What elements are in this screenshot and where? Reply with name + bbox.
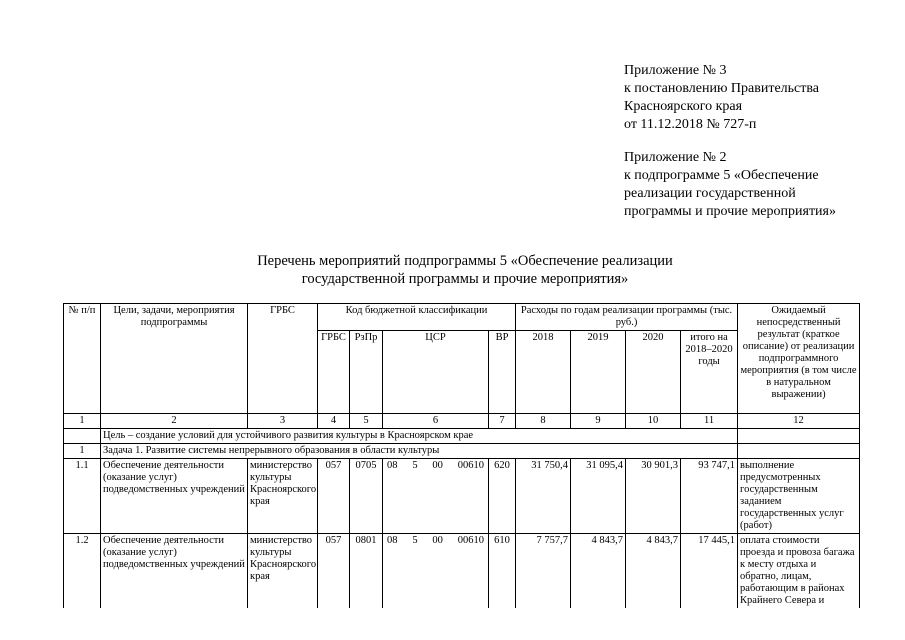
col-number: 5 — [350, 414, 383, 429]
activities-table — [63, 303, 860, 608]
task-row — [64, 444, 860, 459]
appendix-2-block — [624, 149, 836, 221]
header-2020: 2020 — [626, 331, 681, 414]
goal-text: Цель – создание условий для устойчивого развития культуры в Красноярском крае — [101, 429, 738, 444]
row-rzpr: 0801 — [350, 534, 383, 609]
row-2020: 30 901,3 — [626, 459, 681, 534]
task-text: Задача 1. Развитие системы непрерывного образования в области культуры — [101, 444, 738, 459]
csr-part: 5 — [412, 460, 418, 471]
header-sub-vr: ВР — [489, 331, 516, 414]
row-grbs-name: министерство культуры Красноярского края — [248, 534, 318, 609]
row-2020: 4 843,7 — [626, 534, 681, 609]
row-grbs: 057 — [318, 459, 350, 534]
col-number: 1 — [64, 414, 101, 429]
csr-part: 00 — [432, 535, 443, 546]
appendix-line: Красноярского края — [624, 99, 743, 114]
csr-part: 00610 — [457, 460, 484, 471]
row-2018: 7 757,7 — [516, 534, 571, 609]
row-result: оплата стоимости проезда и провоза багажа к месту отдыха и обратно, лицам, работающим в районах Крайнего Севера и — [738, 534, 860, 609]
row-num: 1.2 — [64, 534, 101, 609]
col-number: 7 — [489, 414, 516, 429]
header-2019: 2019 — [571, 331, 626, 414]
row-result: выполнение предусмотренных государственным заданием государственных услуг (работ) — [738, 459, 860, 534]
row-name: Обеспечение деятельности (оказание услуг) подведомственных учреждений — [101, 459, 248, 534]
row-2019: 31 095,4 — [571, 459, 626, 534]
row-grbs: 057 — [318, 534, 350, 609]
col-number: 11 — [681, 414, 738, 429]
csr-part: 00 — [432, 460, 443, 471]
appendix-line: к постановлению Правительства — [624, 81, 820, 96]
goal-row — [64, 429, 860, 444]
header-expenses: Расходы по годам реализации программы (тыс. руб.) — [516, 304, 738, 331]
table-row — [64, 459, 860, 534]
col-number: 10 — [626, 414, 681, 429]
col-number: 3 — [248, 414, 318, 429]
header-sub-grbs: ГРБС — [318, 331, 350, 414]
appendix-line: Приложение № 3 — [624, 63, 727, 78]
row-num: 1.1 — [64, 459, 101, 534]
column-numbers-row — [64, 414, 860, 429]
col-number: 12 — [738, 414, 860, 429]
appendix-line: реализации государственной — [624, 186, 796, 201]
row-total: 17 445,1 — [681, 534, 738, 609]
col-number: 8 — [516, 414, 571, 429]
header-sub-rzpr: РзПр — [350, 331, 383, 414]
row-rzpr: 0705 — [350, 459, 383, 534]
header-num: № п/п — [64, 304, 101, 414]
csr-part: 5 — [412, 535, 418, 546]
appendix-line: к подпрограмме 5 «Обеспечение — [624, 168, 819, 183]
header-grbs: ГРБС — [248, 304, 318, 414]
row-csr — [383, 534, 489, 609]
table-row — [64, 534, 860, 609]
row-csr — [383, 459, 489, 534]
appendix-line: программы и прочие мероприятия» — [624, 204, 836, 219]
appendix-3-block — [624, 62, 819, 134]
appendix-line: Приложение № 2 — [624, 150, 727, 165]
task-number: 1 — [64, 444, 101, 459]
header-total: итого на 2018–2020 годы — [681, 331, 738, 414]
header-expected-result: Ожидаемый непосредственный результат (краткое описание) от реализации подпрограммного мероприятия (в том числе в натуральном выражении) — [738, 304, 860, 414]
title-line-2: государственной программы и прочие мероприятия» — [301, 271, 629, 287]
col-number: 9 — [571, 414, 626, 429]
header-goals: Цели, задачи, мероприятия подпрограммы — [101, 304, 248, 414]
header-2018: 2018 — [516, 331, 571, 414]
row-grbs-name: министерство культуры Красноярского края — [248, 459, 318, 534]
title-line-1: Перечень мероприятий подпрограммы 5 «Обеспечение реализации — [257, 253, 673, 269]
appendix-line: от 11.12.2018 № 727-п — [624, 117, 757, 132]
header-budget-code: Код бюджетной классификации — [318, 304, 516, 331]
header-sub-csr: ЦСР — [383, 331, 489, 414]
header-row-1 — [64, 304, 860, 331]
col-number: 4 — [318, 414, 350, 429]
col-number: 6 — [383, 414, 489, 429]
document-title — [0, 252, 905, 288]
row-vr: 610 — [489, 534, 516, 609]
col-number: 2 — [101, 414, 248, 429]
csr-part: 08 — [387, 460, 398, 471]
row-total: 93 747,1 — [681, 459, 738, 534]
row-vr: 620 — [489, 459, 516, 534]
csr-part: 08 — [387, 535, 398, 546]
row-name: Обеспечение деятельности (оказание услуг) подведомственных учреждений — [101, 534, 248, 609]
row-2018: 31 750,4 — [516, 459, 571, 534]
csr-part: 00610 — [457, 535, 484, 546]
row-2019: 4 843,7 — [571, 534, 626, 609]
